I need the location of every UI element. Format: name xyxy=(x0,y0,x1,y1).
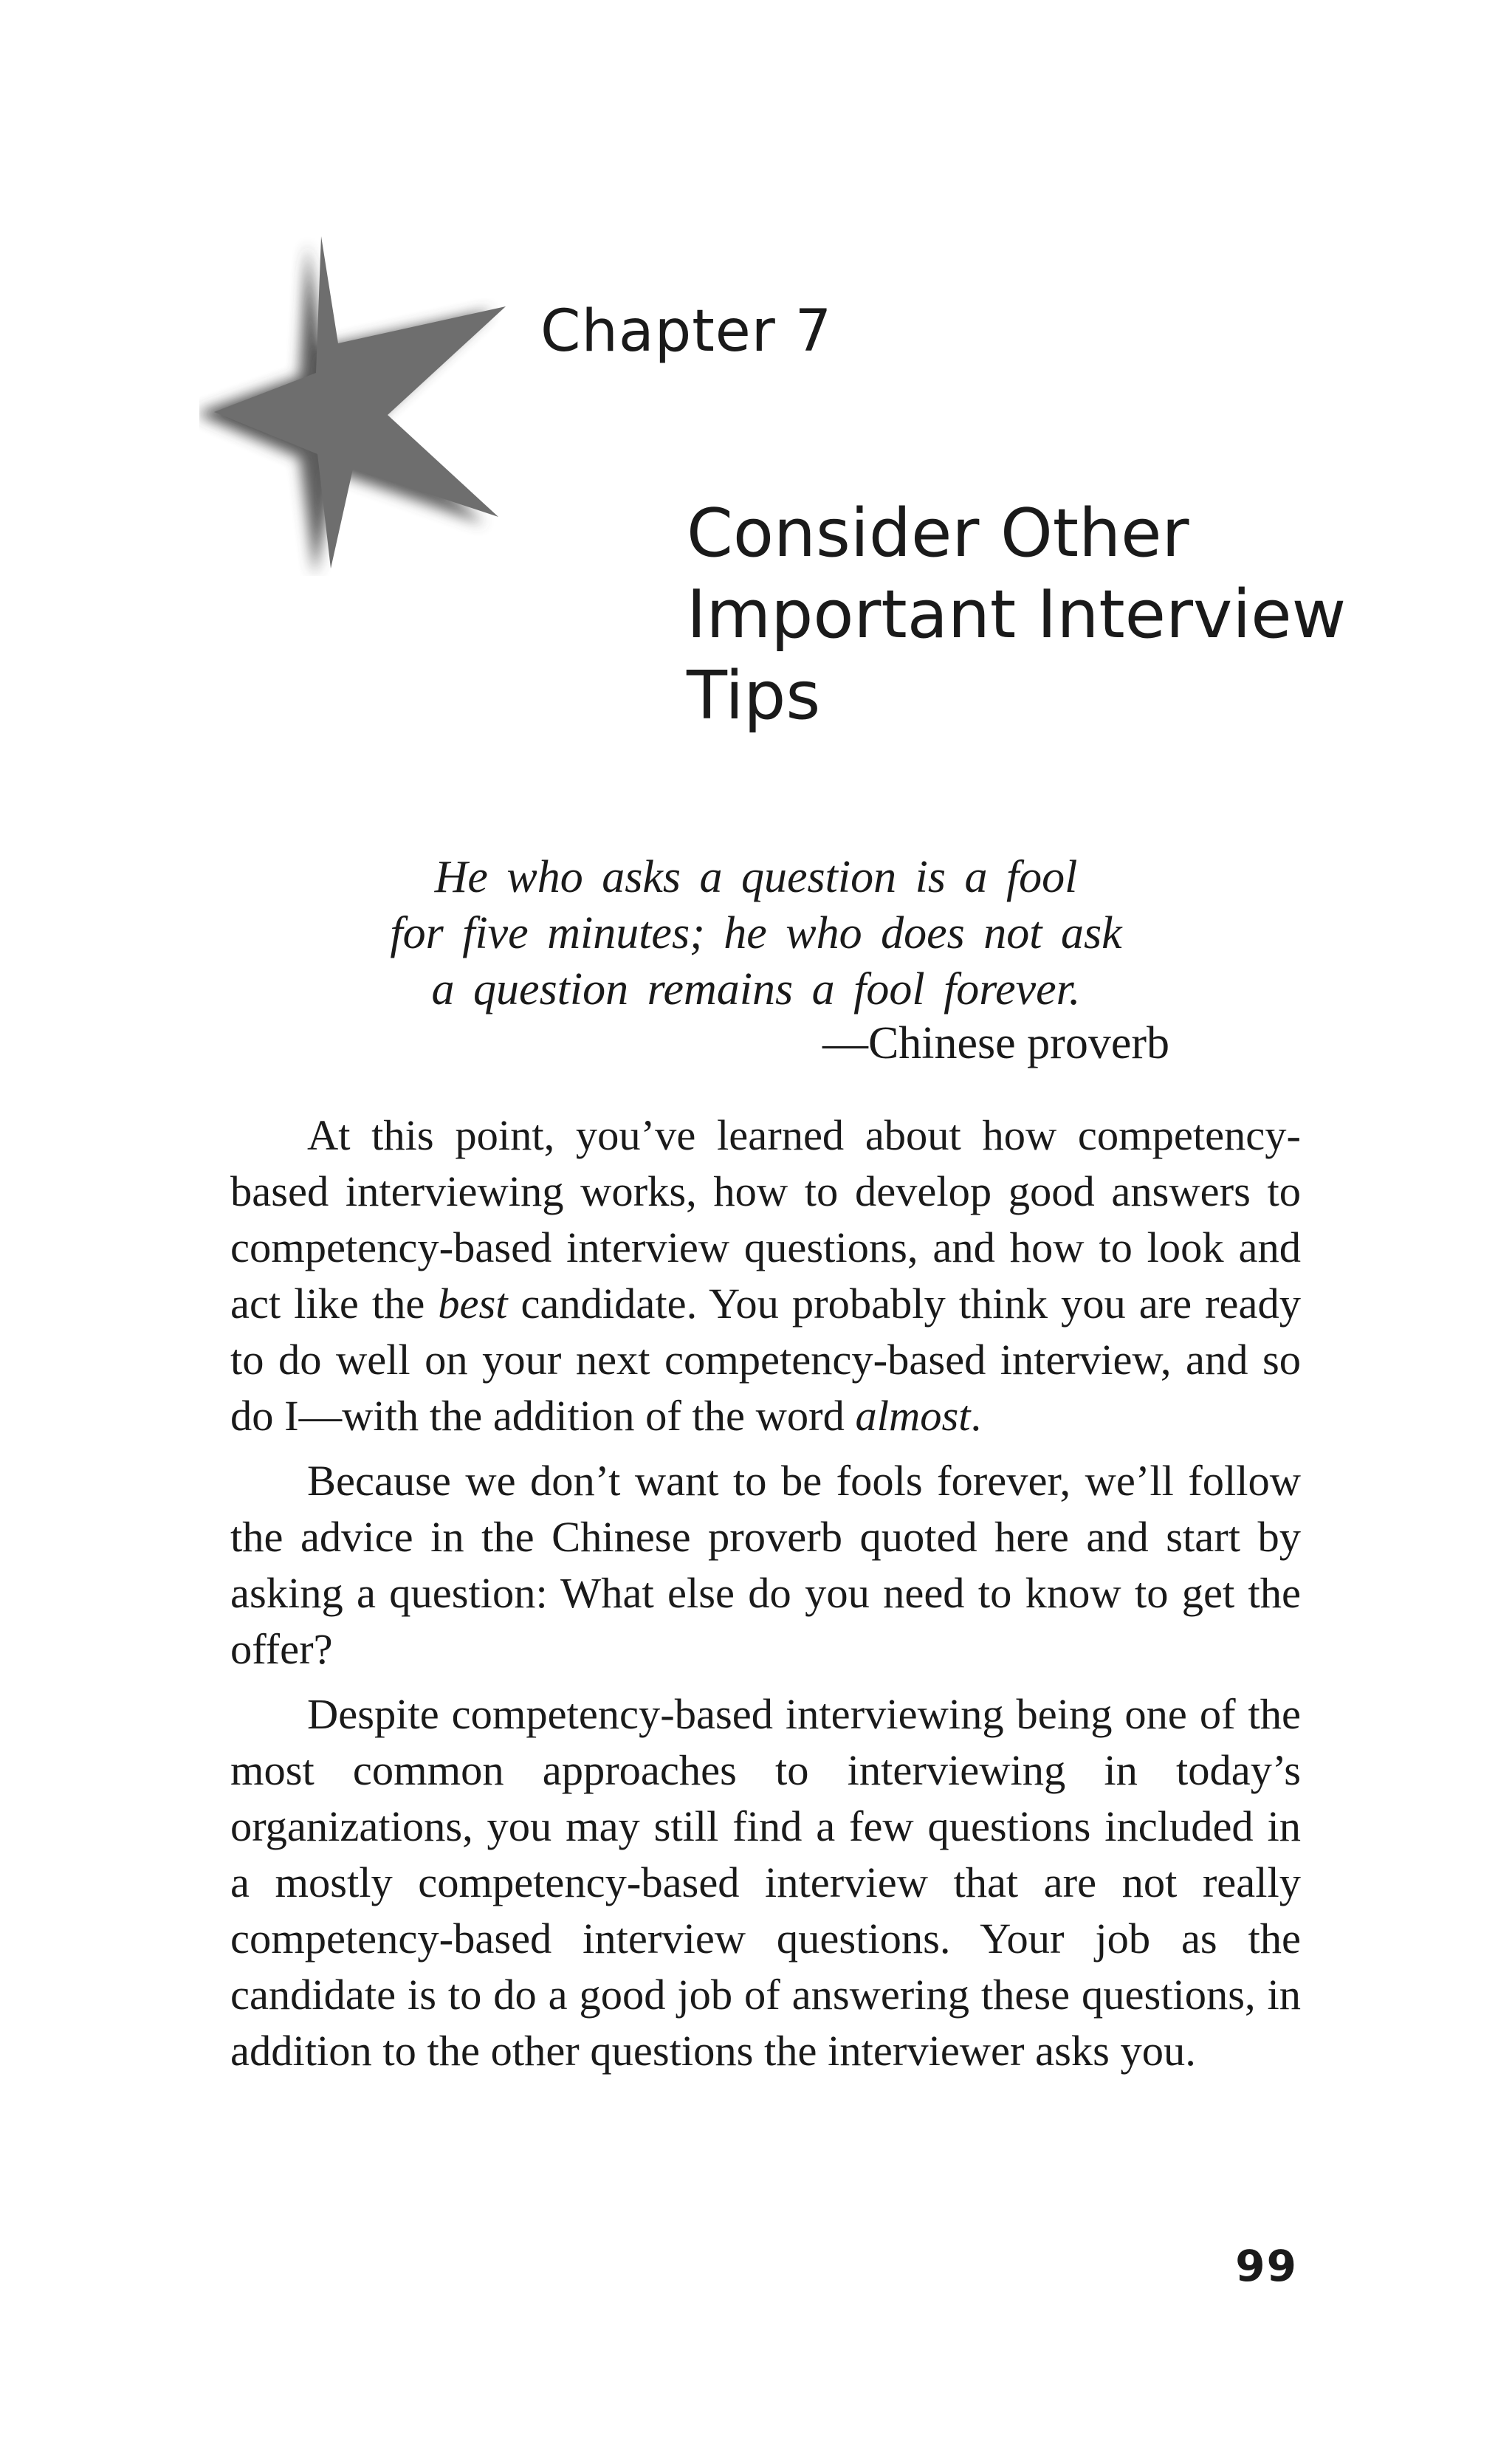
emphasis-text: best xyxy=(438,1280,508,1328)
page-number: 99 xyxy=(1235,2241,1298,2291)
body-paragraph: Despite competency-based interviewing being one of the most common approaches to interviewing in today’s organizations, you may still find a few questions included in a mostly competency-based interview that are not really competency-based interview questions. Your job as the candidate is to do a good job of answering these questions, in addition to the other questions the interviewer asks you. xyxy=(230,1690,1301,2075)
paragraph-text: At this point, you’ve learned about how competency-based interviewing works, how to develop good answers to competency-based interview questions, and how to look and act like the xyxy=(230,1111,1301,1328)
chapter-title-line: Important Interview xyxy=(687,576,1347,653)
epigraph-quote xyxy=(0,849,1512,1017)
emphasis-text: almost xyxy=(855,1392,971,1440)
epigraph-attribution: —Chinese proverb xyxy=(822,1018,1169,1068)
body-text xyxy=(230,1108,1301,2088)
epigraph-line: He who asks a question is a fool xyxy=(434,852,1078,902)
epigraph-line: a question remains a fool forever. xyxy=(431,964,1081,1014)
epigraph-line: for five minutes; he who does not ask xyxy=(390,908,1122,958)
chapter-title-line: Consider Other xyxy=(687,495,1189,572)
chapter-title xyxy=(687,493,1346,737)
chapter-label: Chapter 7 xyxy=(540,298,833,365)
paragraph-text: . xyxy=(970,1392,982,1440)
chapter-title-line: Tips xyxy=(687,657,821,735)
paragraph-text: candidate. You probably think you are ready to do well on your next competency-based interview, and so do I—with the addition of the word xyxy=(230,1280,1301,1440)
body-paragraph: Because we don’t want to be fools forever, we’ll follow the advice in the Chinese proverb quoted here and start by asking a question: What else do you need to know to get the offer? xyxy=(230,1457,1301,1673)
body-paragraph xyxy=(230,1108,1301,1444)
star-icon xyxy=(199,222,524,576)
